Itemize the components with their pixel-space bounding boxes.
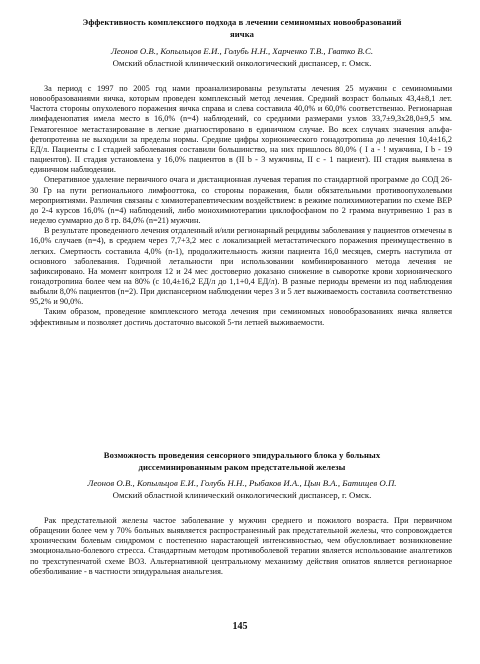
article1-paragraph-2: Оперативное удаление первичного очага и дистанционная лучевая терапия по стандартной программе до СОД 26-30 Гр на пути регионального лимфооттока, со стороны поражения, были обязательными противоопухолевыми мероприятиями. Различия связаны с химиотерапевтическим воздействием: в режиме полихимиотерапии по схеме BEP до 2-4 курсов 16,0% (n=4) наблюдений, либо монохимиотерапии циклофосфаном по 2 грамма внутривенно 1 раз в неделю суммарно до 8 гр. 84,0% (n=21) мужчин. <box>30 175 452 226</box>
article1-authors: Леонов О.В., Копыльцов Е.И., Голубь Н.Н., Харченко Т.В., Гватко В.С. <box>110 46 374 56</box>
article2-institution: Омский областной клинический онкологический диспансер, г. Омск. <box>112 490 372 500</box>
page-number: 145 <box>232 621 248 632</box>
article2-body <box>30 516 452 577</box>
article2-title-line1: Возможность проведения сенсорного эпидурального блока у больных <box>103 450 381 460</box>
article1-paragraph-4: Таким образом, проведение комплексного метода лечения при семиномных новообразованиях яичка является эффективным и позволяет достичь достаточно высокой 5-ти летней выживаемости. <box>30 307 452 327</box>
article1-paragraph-3: В результате проведенного лечения отдаленный и/или регионарный рецидивы заболевания у пациентов отмечены в 16,0% случаев (n=4), в среднем через 7,7+3,2 мес с локализацией метастатического поражения преимущественно в легких. Смертность составила 4,0% (n-1), продолжительность жизни пациента 16,0 месяцев, смерть наступила от основного заболевания. Годичной летальности при использовании комбинированного метода лечения не зафиксировано. На момент контроля 12 и 24 мес достоверно доказано снижение в сыворотке крови хорионического гонадотропина более чем на 80% (с 10,4±16,2 ЕД/л до 1,1+0,4 ЕД/л). В разные периоды времени из под наблюдения выбыли 8,0% пациентов (n=2). При диспансерном наблюдении через 3 и 5 лет выживаемость составила соответственно 95,2% и 90,0%. <box>30 226 452 307</box>
article1-title-line1: Эффективность комплексного подхода в лечении семиномных новообразований <box>82 17 402 27</box>
article2-authors: Леонов О.В., Копыльцов Е.И., Голубь Н.Н., Рыбаков И.А., Цын В.А., Батищев О.П. <box>87 478 397 488</box>
article1-title <box>52 16 432 40</box>
article1-title-line2: яичка <box>229 29 255 39</box>
article2-paragraph-1: Рак предстательной железы частое заболевание у мужчин среднего и пожилого возраста. При первичном обращении более чем у 70% больных выявляется распространенный рак предстательной железы, что сопровождается хроническим болевым синдромом с постепенно нарастающей интенсивностью, чем обусловливает возникновение эмоционально-болевого стресса. Стандартным методом противоболевой терапии является использование аналгетиков по трехступенчатой схеме ВОЗ. Альтернативной центральному механизму действия опиатов является регионарное обезболивание - в частности эпидуральная анальгезия. <box>30 516 452 576</box>
article1-institution: Омский областной клинический онкологический диспансер, г. Омск. <box>112 58 372 68</box>
article2-title <box>52 449 432 473</box>
article2-title-line2: диссеминированным раком предстательной железы <box>138 462 346 472</box>
article1-paragraph-1: За период с 1997 по 2005 год нами проанализированы результаты лечения 25 мужчин с семиномными новообразованиями яичка, которым проведен комплексный метод лечения. Средний возраст больных 43,4±8,1 лет. Частота стороны опухолевого поражения яичка справа и слева составила 40,0% и 60,0% соответственно. Регионарная лимфаденопатия имела место в 16,0% (n=4) наблюдений, со средними размерами узлов 33,7±9,3х28,0±9,5 мм. Гематогенное метастазирование в легкие диагностировано в единичном случае. Во всех случаях значения альфа-фетопротеина не выходили за пределы нормы. Средние цифры хорионического гонадотропина до лечения 10,4±16,2 ЕД/л. Пациенты с I стадией заболевания составили большинство, на них пришлось 80,0% ( I а - ! мужчина, I b - 19 пациентов). II стадия установлена у 16,0% пациентов в (II b - 3 мужчины, II c - 1 пациент). III стадия выявлена в единичном наблюдении. <box>30 84 452 175</box>
article1-body <box>30 84 452 328</box>
